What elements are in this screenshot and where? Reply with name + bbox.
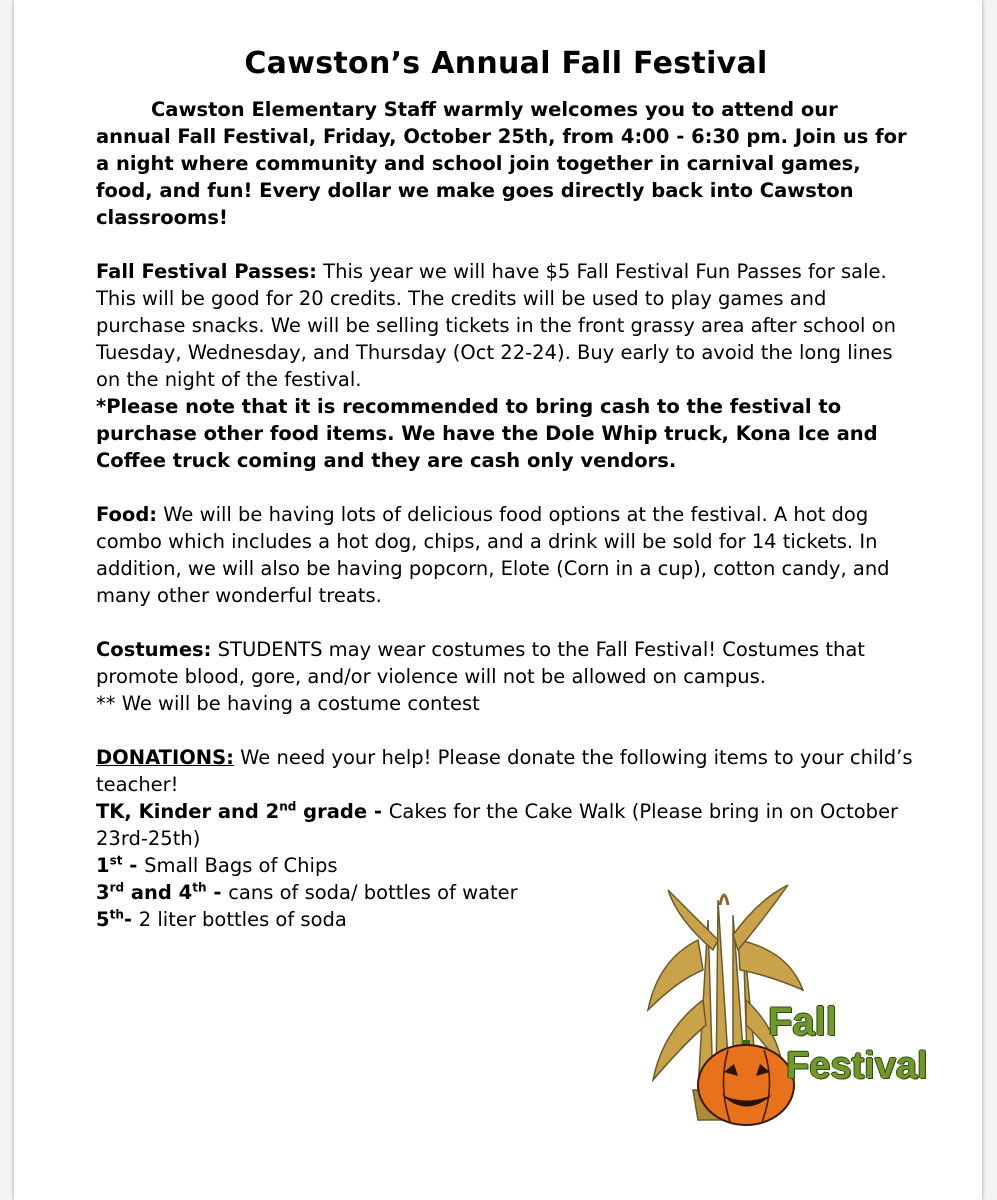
clipart-text-fall: Fall — [768, 1000, 837, 1044]
intro-text: Cawston Elementary Staff warmly welcomes you to attend our annual Fall Festival, Friday, October 25th, from 4:00 - 6:30 pm. Join us for a night where community and school join together in carnival games, food, and fun! Every dollar we make goes directly back into Cawston classrooms! — [96, 98, 907, 229]
costume-contest-note: ** We will be having a costume contest — [96, 692, 480, 715]
donation-item — [96, 852, 916, 879]
passes-paragraph — [96, 258, 916, 393]
fall-festival-clipart — [638, 880, 938, 1140]
document-page — [14, 0, 982, 1200]
donations-paragraph — [96, 744, 916, 798]
page-title: Cawston’s Annual Fall Festival — [244, 46, 768, 81]
passes-note: *Please note that it is recommended to bring cash to the festival to purchase other food items. We have the Dole Whip truck, Kona Ice and Coffee truck coming and they are cash only vendors. — [96, 395, 878, 472]
food-label: Food: — [96, 503, 158, 526]
costumes-paragraph — [96, 636, 916, 690]
donations-label: DONATIONS: — [96, 746, 234, 769]
donation-grade: 3rd and 4th - — [96, 880, 229, 904]
passes-label: Fall Festival Passes: — [96, 260, 317, 283]
costumes-label: Costumes: — [96, 638, 212, 661]
donation-text: cans of soda/ bottles of water — [228, 881, 518, 904]
donation-grade: TK, Kinder and 2nd grade - — [96, 799, 389, 823]
donations-text: We need your help! Please donate the following items to your child’s teacher! — [96, 746, 913, 796]
food-paragraph — [96, 501, 916, 609]
passes-text: This year we will have $5 Fall Festival Fun Passes for sale. This will be good for 20 credits. The credits will be used to play games and purchase snacks. We will be selling tickets in the front grassy area after school on Tuesday, Wednesday, and Thursday (Oct 22-24). Buy early to avoid the long lines on the night of the festival. — [96, 260, 896, 391]
donation-text: Small Bags of Chips — [144, 854, 338, 877]
donation-grade: 5th- — [96, 907, 139, 931]
flyer-content — [96, 44, 916, 933]
donation-text: 2 liter bottles of soda — [138, 908, 347, 931]
donation-text: Cakes for the Cake Walk (Please bring in on October 23rd-25th) — [96, 800, 899, 850]
donation-grade: 1st - — [96, 853, 145, 877]
clipart-text-festival: Festival — [786, 1045, 928, 1087]
food-text: We will be having lots of delicious food options at the festival. A hot dog combo which includes a hot dog, chips, and a drink will be sold for 14 tickets. In addition, we will also be having popcorn, Elote (Corn in a cup), cotton candy, and many other wonderful treats. — [96, 503, 890, 607]
costumes-text: STUDENTS may wear costumes to the Fall Festival! Costumes that promote blood, gore, and/or violence will not be allowed on campus. — [96, 638, 865, 688]
donation-item — [96, 798, 916, 852]
intro-paragraph — [96, 96, 916, 231]
